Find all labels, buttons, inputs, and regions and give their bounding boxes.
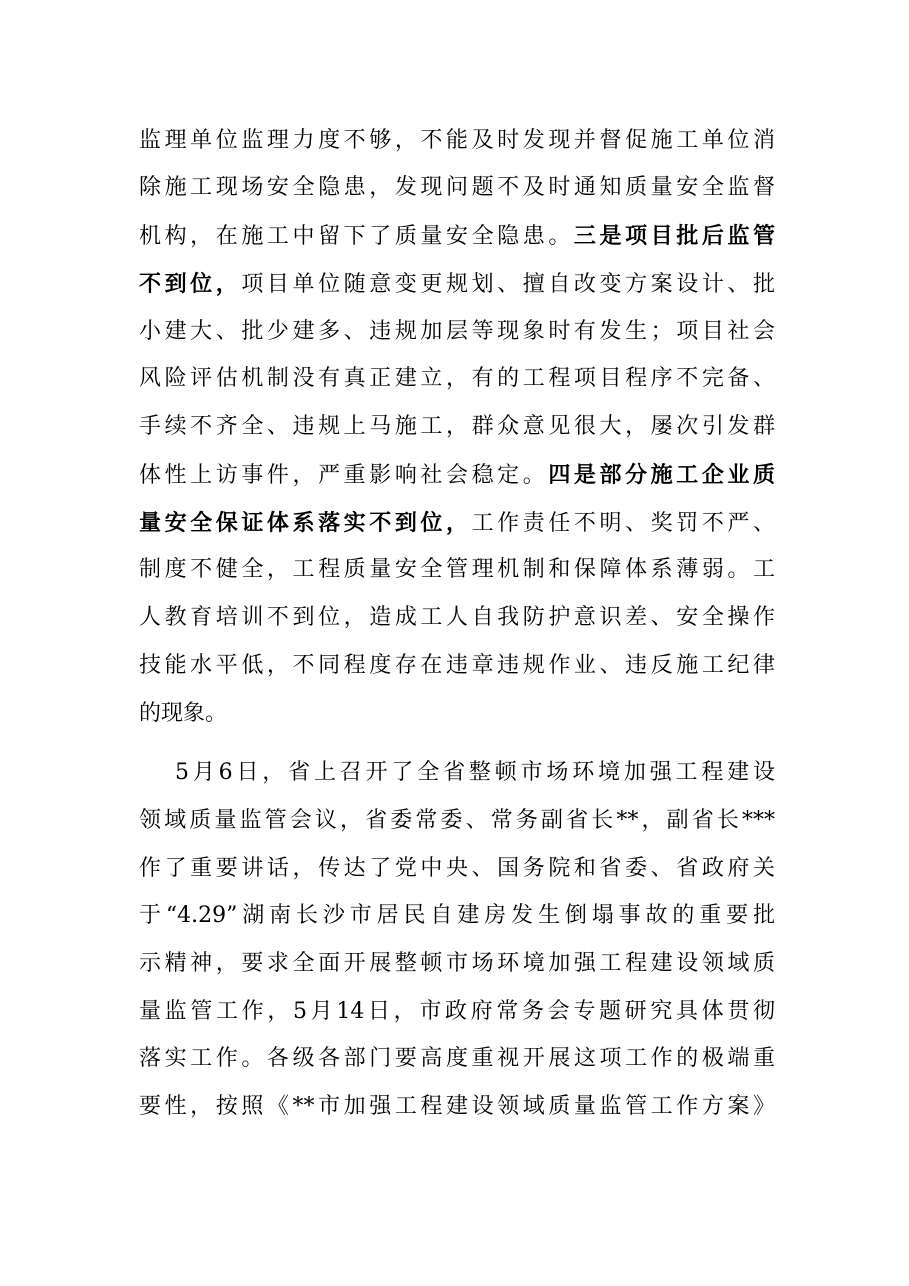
text-line: 监理单位监理力度不够，不能及时发现并督促施工单位消: [139, 128, 775, 153]
text-line: 于“4.29”湖南长沙市居民自建房发生倒塌事故的重要批: [139, 903, 775, 928]
text-line: [139, 453, 775, 497]
text-line: 5月6日，省上召开了全省整顿市场环境加强工程建设: [175, 760, 775, 785]
text-line: 风险评估机制没有真正建立，有的工程项目程序不完备、: [139, 366, 775, 391]
plain-text: 工作责任不明、奖罚不严、: [471, 511, 775, 536]
plain-text: 体性上访事件，严重影响社会稳定。: [139, 463, 549, 488]
text-line: [139, 262, 775, 306]
text-line: 领域质量监管会议，省委常委、常务副省长**，副省长***: [139, 808, 775, 833]
text-line: 的现象。: [139, 701, 228, 726]
text-line: 技能水平低，不同程度存在违章违规作业、违反施工纪律: [139, 653, 775, 678]
text-line: 要性，按照《**市加强工程建设领域质量监管工作方案》: [139, 1094, 775, 1119]
text-line: 小建大、批少建多、违规加层等现象时有发生；项目社会: [139, 319, 775, 344]
text-line: 手续不齐全、违规上马施工，群众意见很大，屡次引发群: [139, 414, 775, 439]
text-line: 除施工现场安全隐患，发现问题不及时通知质量安全监督: [139, 175, 775, 200]
text-line: 制度不健全，工程质量安全管理机制和保障体系薄弱。工: [139, 557, 775, 582]
text-line: 作了重要讲话，传达了党中央、国务院和省委、省政府关: [139, 856, 775, 881]
text-line: 示精神，要求全面开展整顿市场环境加强工程建设领域质: [139, 951, 775, 976]
text-line: [139, 501, 775, 545]
bold-heading-text: 三是项目批后监管: [573, 223, 775, 249]
text-line: 人教育培训不到位，造成工人自我防护意识差、安全操作: [139, 605, 775, 630]
bold-heading-text: 量安全保证体系落实不到位，: [139, 510, 472, 536]
bold-heading-text: 不到位，: [139, 271, 242, 297]
bold-heading-text: 四是部分施工企业质: [548, 462, 775, 488]
text-line: [139, 214, 775, 258]
text-line: 落实工作。各级各部门要高度重视开展这项工作的极端重: [139, 1046, 775, 1071]
plain-text: 机构，在施工中留下了质量安全隐患。: [139, 224, 574, 249]
plain-text: 项目单位随意变更规划、擅自改变方案设计、批: [241, 272, 775, 297]
text-line: 量监管工作，5月14日，市政府常务会专题研究具体贯彻: [139, 999, 775, 1024]
